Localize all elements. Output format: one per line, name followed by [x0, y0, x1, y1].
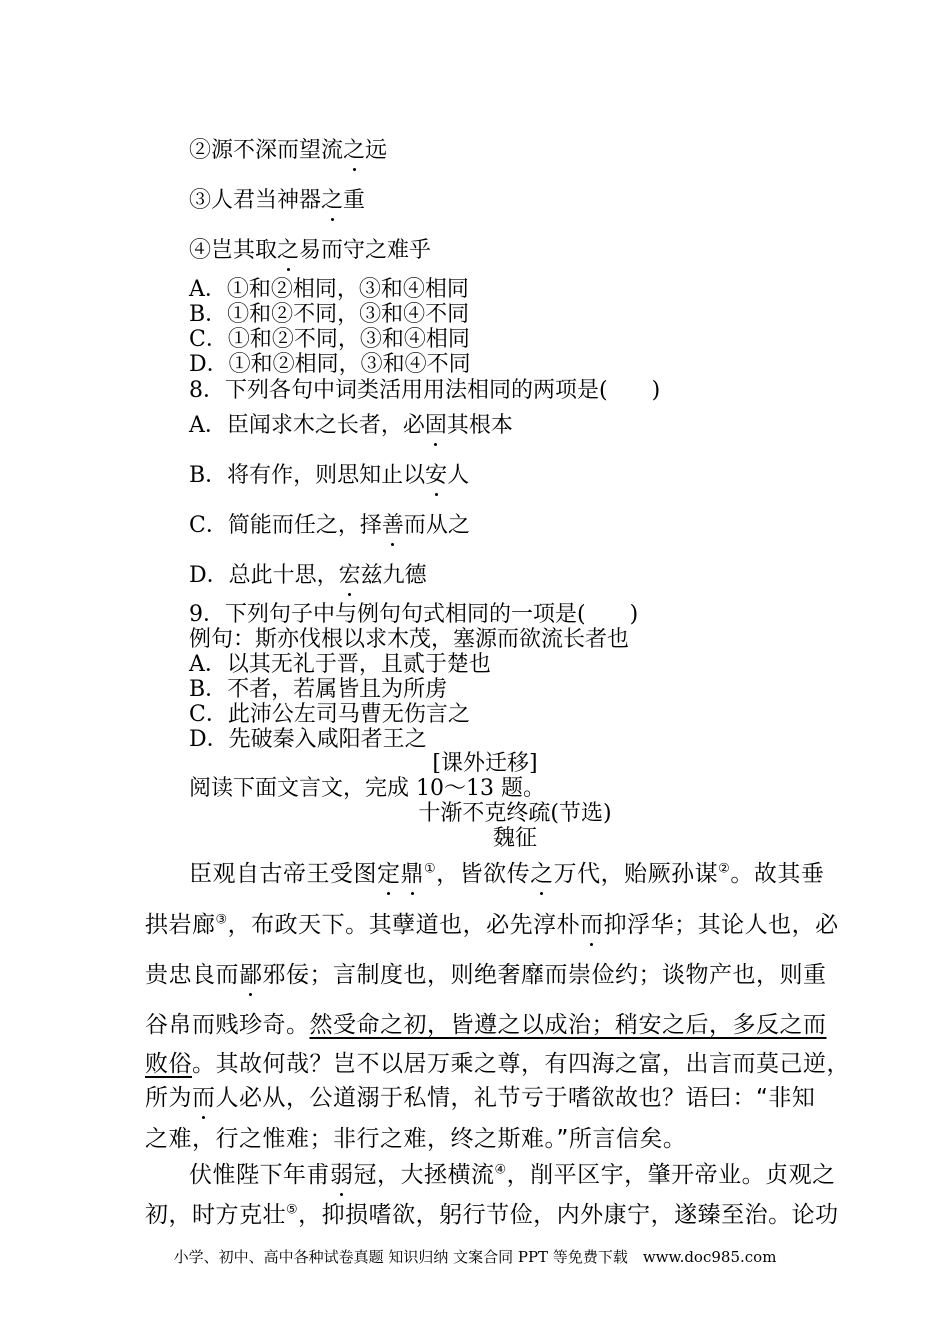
q8-option-a: A．臣闻求木之长者，必固其根本 — [189, 408, 513, 439]
q9-stem: 9．下列句子中与例句句式相同的一项是( ) — [189, 602, 639, 627]
passage-line-3: 贵忠良而鄙邪佞；言制度也，则绝奢靡而崇俭约；谈物产也，则重 — [145, 956, 827, 989]
footnote-marker: ② — [718, 861, 731, 877]
q8-stem: 8．下列各句中词类活用用法相同的两项是( ) — [189, 378, 661, 403]
emphasis-dot-char: 而 — [192, 1079, 216, 1112]
footnote-marker: ① — [424, 861, 437, 877]
passage-line-1: 臣观自古帝王受图定鼎①，皆欲传之万代，贻厥孙谋②。故其垂 — [189, 855, 824, 888]
q8-option-d: D．总此十思，宏兹九德 — [189, 558, 427, 589]
passage-line-4: 谷帛而贱珍奇。然受命之初，皆遵之以成治；稍安之后，多反之而 — [145, 1012, 827, 1038]
footnote-marker: ④ — [494, 1162, 507, 1178]
emphasis-dot-char: 而 — [580, 906, 604, 939]
q9-example: 例句：斯亦伐根以求木茂，塞源而欲流长者也 — [189, 627, 630, 652]
q9-option-b: B．不者，若属皆且为所虏 — [189, 677, 448, 702]
emphasis-dot-char: 定 — [377, 855, 401, 888]
passage-line-8: 伏惟陛下年甫弱冠，大拯横流④，削平区宇，肇开帝业。贞观之 — [189, 1156, 836, 1189]
q8-option-c: C．简能而任之，择善而从之 — [189, 508, 470, 539]
section-instruction: 阅读下面文言文，完成 10～13 题。 — [189, 776, 545, 801]
passage-line-6: 所为而人必从，公道溺于私情，礼节亏于嗜欲故也？语曰：“非知 — [145, 1079, 815, 1112]
q7-item-2: ②源不深而望流之远 — [189, 133, 387, 164]
emphasis-dot-char: 之 — [321, 183, 343, 214]
q7-item-4: ④岂其取之易而守之难乎 — [189, 233, 431, 264]
q7-option-d: D．①和②相同，③和④不同 — [189, 352, 471, 377]
passage-line-5: 败俗。其故何哉？岂不以居万乘之尊，有四海之富，出言而莫己逆， — [145, 1051, 850, 1077]
passage-line-9: 初，时方克壮⑤，抑损嗜欲，躬行节俭，内外康宁，遂臻至治。论功 — [145, 1202, 839, 1228]
passage-title: 十渐不克终疏(节选) — [418, 801, 612, 826]
passage-line-7: 之难，行之惟难；非行之难，终之斯难。”所言信矣。 — [145, 1126, 687, 1152]
underlined-sentence: 败俗 — [145, 1051, 192, 1077]
passage-line-2: 拱岩廊③，布政天下。其孽道也，必先淳朴而抑浮华；其论人也，必 — [145, 906, 839, 939]
q7-option-a: A．①和②相同，③和④相同 — [189, 277, 469, 302]
footnote-marker: ⑤ — [286, 1202, 299, 1218]
emphasis-dot-char: 安 — [425, 458, 447, 489]
passage-author: 魏征 — [492, 826, 537, 851]
emphasis-dot-char: 鼎 — [401, 855, 425, 888]
page-footer: 小学、初中、高中各种试卷真题 知识归纳 文案合同 PPT 等免费下载 www.doc985.com — [173, 1248, 777, 1266]
emphasis-dot-char: 之 — [343, 133, 365, 164]
q9-option-a: A．以其无礼于晋，且贰于楚也 — [189, 652, 491, 677]
emphasis-dot-char: 弱 — [330, 1156, 354, 1189]
q8-option-b: B．将有作，则思知止以安人 — [189, 458, 469, 489]
emphasis-dot-char: 宏 — [339, 558, 361, 589]
emphasis-dot-char: 鄙 — [239, 956, 263, 989]
section-heading: [课外迁移] — [432, 751, 538, 776]
footnote-marker: ③ — [215, 912, 228, 928]
emphasis-dot-char: 之 — [530, 855, 554, 888]
q7-option-c: C．①和②不同，③和④相同 — [189, 327, 470, 352]
emphasis-dot-char: 固 — [425, 408, 447, 439]
q9-option-d: D．先破秦入咸阳者王之 — [189, 727, 427, 752]
underlined-sentence: 然受命之初，皆遵之以成治；稍安之后，多反之而 — [309, 1012, 827, 1038]
q9-option-c: C．此沛公左司马曹无伤言之 — [189, 702, 470, 727]
emphasis-dot-char: 之 — [277, 233, 299, 264]
emphasis-dot-char: 善 — [382, 508, 404, 539]
q7-item-3: ③人君当神器之重 — [189, 183, 365, 214]
q7-option-b: B．①和②不同，③和④不同 — [189, 302, 470, 327]
